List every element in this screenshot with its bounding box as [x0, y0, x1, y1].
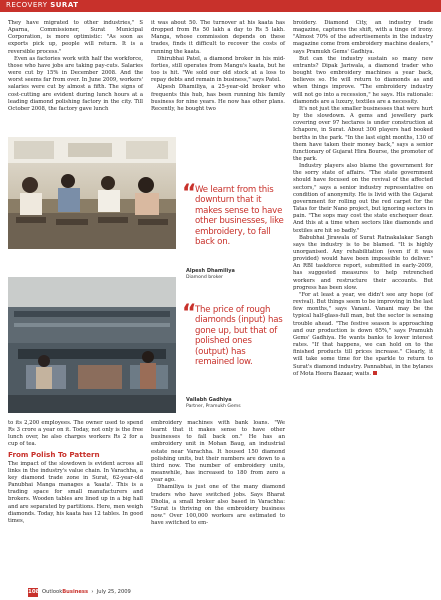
footer-brand: OutlookBusiness › July 25, 2009	[42, 589, 131, 595]
issue-date: July 25, 2009	[96, 589, 131, 595]
pull-quote-1	[182, 181, 286, 248]
col2-paragraph-3: Alpesh Dhamiliya, a 25-year-old broker who frequents this hub, has been running his family business for nine years. He now has other plans. Recently, he bought two	[151, 84, 285, 112]
col3-paragraph-6	[293, 292, 433, 378]
column-2-lower	[151, 420, 285, 527]
column-2-top	[151, 20, 285, 113]
column-1-top	[8, 20, 143, 113]
quote-mark-icon: “	[182, 181, 197, 206]
column-1-lower	[8, 420, 143, 525]
section-name: RECOVERY	[6, 1, 48, 9]
column-3	[293, 20, 433, 378]
pull-quote-1-text: We learnt from this downturn that it makes sense to have other businesses, like embroidery, to fall back on.	[195, 185, 284, 248]
col3-paragraph-3: It's not just the smaller businesses that were hurt by the slowdown. A gems and jewellery park covering over 97 hectares is under construction at Ichapore, in Surat. About 300 players had booked berths in the park. "In the last eight months, 130 of them have taken their money back," says a senior functionary of Gujarat Hira Bourse, the promoter of the park.	[293, 105, 433, 162]
pull-quote-1-name: Alpesh Dhamiliya	[186, 268, 235, 274]
pull-quote-2-name: Vallabh Gadhiya	[186, 397, 232, 403]
col3-paragraph-5: Babubhai Jirawala of Surat Ratnakalakar Sangh says the industry is to be blamed. "It is highly unorganised. Any rehabilitation (even if it was provided) would have been impossible to deliver." An RBI taskforce report, submitted in early-2009, has suggested measures to help retrenched workers and restructure their accounts. But progress has been slow.	[293, 234, 433, 291]
subheading: From Polish To Pattern	[8, 449, 100, 459]
end-mark-icon	[373, 371, 377, 375]
section-label	[6, 1, 78, 9]
page-number: 108	[28, 589, 40, 595]
col3-paragraph-1: broidery. Diamond City, an industry trade magazine, captures the shift, with a tinge of irony. "Almost 70% of the advertisements in the industry magazine come from embroidery machine dealers," says Pramukh Gems' Gadhiya.	[293, 20, 433, 55]
lower2-paragraph-1: embroidery machines with bank loans. "We learnt that it makes sense to have other businesses to fall back on." He has an embroidery unit in Mohan Baug, an industrial estate near Varachha. It housed 150 diamond polishing units, but their numbers are down to a third now. The number of embroidery units, meanwhile, has increased to 180 from zero a year ago.	[151, 420, 285, 484]
col3-paragraph-2: But can the industry sustain so many new entrants? Dipak Jariwala, a diamond trader who bought two embroidery machines a year back, believes so. He will return to diamonds as and when things improve. "The embroidery industry will not go into a recession," he says. His rationale: diamonds are a luxury, textiles are a necessity.	[293, 55, 433, 105]
brand-suffix: Business	[62, 589, 89, 595]
quote-mark-icon-2: “	[182, 301, 197, 326]
subsection-name: SURAT	[50, 1, 79, 9]
col2-paragraph-1: it was about 50. The turnover at his kaata has dropped from Rs 50 lakh a day to Rs 5 lakh. Manga, whose commission depends on these trades, finds it difficult to recover the costs of running the kaata.	[151, 20, 285, 55]
photo-diamond-workers	[8, 137, 176, 249]
lower2-paragraph-2: Dhamiliya is just one of the many diamond traders who have switched jobs. Says Bharat Dholia, a small broker also based in Varachha: "Surat is thriving on the embroidery business now." Over 100,000 workers are estimated to have switched to em-	[151, 484, 285, 527]
photo-embroidery-unit	[8, 277, 176, 413]
col1-paragraph-1: They have migrated to other industries," S Aparna, Commissioner, Surat Municipal Corporation, is more optimistic: "As soon as exports pick up, people will return. It is a reversible process."	[8, 20, 143, 55]
lower1-paragraph-2: The impact of the slowdown is evident across all links in the industry's value chain. In Varachha, a key diamond trade zone in Surat, 62-year-old Panubhai Manga manages a 'kaata'. This is a trading space for small manufacturers and brokers. Wooden tables are lined up in a big hall and are separated by partitions. Here, men weigh diamonds. Today, his kaata has 12 tables. In good times,	[8, 460, 143, 524]
pull-quote-1-role: Diamond broker	[186, 275, 223, 280]
pull-quote-2	[182, 301, 286, 368]
col2-paragraph-2: Dhirubhai Patel, a diamond broker in his mid-forties, still operates from Mangu's kaata, but he too is hit. "We sold our old stock at a loss to repay debts and remain in business," says Patel.	[151, 55, 285, 84]
section-header	[0, 0, 441, 14]
pull-quote-2-attribution	[186, 397, 284, 410]
photo-diamond-workers-image	[8, 137, 176, 249]
col3-paragraph-4: Industry players also blame the government for the sorry state of affairs. "The state government should have focused on the revival of the affected sectors," says a senior industry representative on condition of anonymity. He is livid with the Gujarat government for rolling out the red carpet for the Tatas for their Nano project, but ignoring sectors in pain. "The sops may cost the state exchequer dear. And this at a time when sectors like diamonds and textiles are hit so badly."	[293, 163, 433, 234]
pull-quote-2-role: Partner, Pramukh Gems	[186, 404, 241, 409]
page-footer	[0, 585, 441, 600]
pull-quote-1-attribution	[186, 268, 282, 281]
photo-embroidery-unit-image	[8, 277, 176, 413]
lower1-paragraph-1: to its 2,200 employees. The owner used to spend Rs 3 crore a year on it. Today, not only is the free lunch over, he also charges workers Rs 2 for a cup of tea.	[8, 420, 143, 448]
pull-quote-2-text: The price of rough diamonds (input) has gone up, but that of polished ones (output) has remained low.	[195, 305, 283, 368]
col1-paragraph-2: Even as factories work with half the workforce, those who have jobs are taking pay-cuts. Salaries were cut by 15% in December 2008. And the worst seems far from over. In June 2009, workers' salaries were cut by almost a fifth. The signs of cost-cutting are evident during lunch hours at a leading diamond polishing factory in the city. Till October 2008, the factory gave lunch	[8, 55, 143, 112]
brand-prefix: Outlook	[42, 589, 63, 595]
col3-paragraph-6-text: "For at least a year, we didn't see any hope (of revival). But things seem to be improving in the last few months," says Vanani. Vanani may be the typical half-glass-full man, but the sector is sensing trouble ahead. "The festive season is approaching and our production is down 65%," says Pramukh Gems' Gadhiya. He wants banks to lower interest rates. "If that happens, we can hold on to the finished products till prices increase." Clearly, it will take some time for the sparkle to return to Surat's diamond industry. Pannabhai, in the bylanes of Mota Heera Bazaar, waits.	[293, 291, 433, 377]
